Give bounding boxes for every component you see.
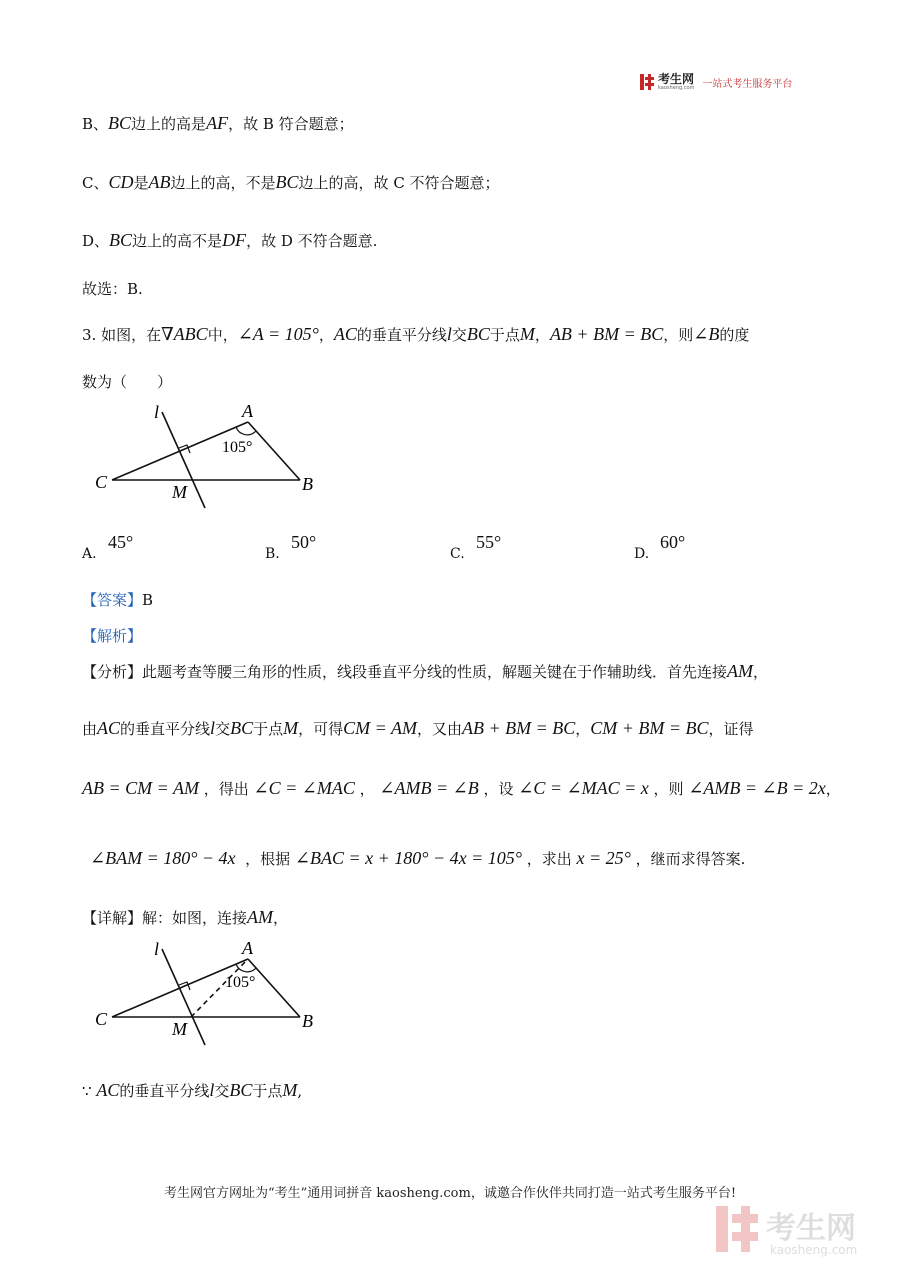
watermark-logo-icon — [712, 1200, 882, 1260]
question-3-stem-line2: 数为（ ） — [82, 373, 173, 391]
fenxi-line-3: AB = CM = AM ，得出 ∠C = ∠MAC ， ∠AMB = ∠B ，设 ∠C = ∠MAC = x ，则 ∠AMB = ∠B = 2x， — [82, 778, 841, 798]
line-choose: 故选：B. — [82, 280, 143, 298]
because-symbol: ∵ — [82, 1082, 92, 1100]
question-3-stem: 3. 如图，在∇ABC中，∠A = 105°，AC的垂直平分线l交BC于点M，AB + BM = BC，则∠B的度 — [82, 324, 750, 344]
line-option-d: D、BC边上的高不是DF，故 D 不符合题意. — [82, 230, 378, 250]
line-option-b: B、BC边上的高是AF，故 B 符合题意； — [82, 113, 354, 133]
triangle-figure — [90, 398, 330, 510]
fenxi-line-2: 由AC的垂直平分线l交BC于点M，可得CM = AM，又由AB + BM = BC，CM + BM = BC，证得 — [82, 718, 754, 738]
header-slogan: 一站式考生服务平台 — [702, 78, 793, 90]
label-c: C — [95, 472, 108, 492]
label-angle-105: 105° — [222, 439, 253, 456]
label-b: B — [302, 474, 313, 494]
label-a: A — [242, 401, 253, 421]
logo-domain: kaosheng.com — [658, 85, 695, 91]
fenxi-line-1: 【分析】此题考查等腰三角形的性质，线段垂直平分线的性质，解题关键在于作辅助线．首先连接AM， — [82, 661, 769, 681]
label-m-2: M — [172, 1019, 187, 1039]
svg-text:kaosheng.com: kaosheng.com — [770, 1243, 858, 1257]
label-b-2: B — [302, 1011, 313, 1031]
svg-text:考生网: 考生网 — [766, 1211, 856, 1246]
detail-line: 【详解】解：如图，连接AM， — [82, 907, 289, 927]
footer-text: 考生网官方网址为“考生”通用词拼音 kaosheng.com，诚邀合作伙伴共同打造一站式考生服务平台! — [163, 1186, 737, 1201]
triangle-figure-with-am — [90, 935, 330, 1047]
line-option-c: C、CD是AB边上的高，不是BC边上的高，故 C 不符合题意； — [82, 172, 500, 192]
because-line: ∵ AC的垂直平分线l交BC于点M, — [82, 1080, 303, 1100]
fenxi-line-4: ∠BAM = 180° − 4x ，根据 ∠BAC = x + 180° − 4x = 105° ，求出 x = 25° ，继而求得答案. — [90, 848, 746, 868]
answer-line: 【答案】B — [82, 591, 154, 609]
label-a-2: A — [242, 938, 253, 958]
label-l-2: l — [154, 939, 160, 959]
label-angle-105-2: 105° — [225, 974, 256, 991]
kaosheng-logo-icon — [640, 74, 654, 90]
header-logo — [640, 72, 792, 92]
logo-name: 考生网 — [658, 72, 695, 86]
watermark — [712, 1200, 882, 1260]
label-c-2: C — [95, 1009, 108, 1029]
label-m: M — [172, 482, 187, 502]
analysis-tag: 【解析】 — [82, 627, 143, 645]
label-l: l — [154, 402, 160, 422]
